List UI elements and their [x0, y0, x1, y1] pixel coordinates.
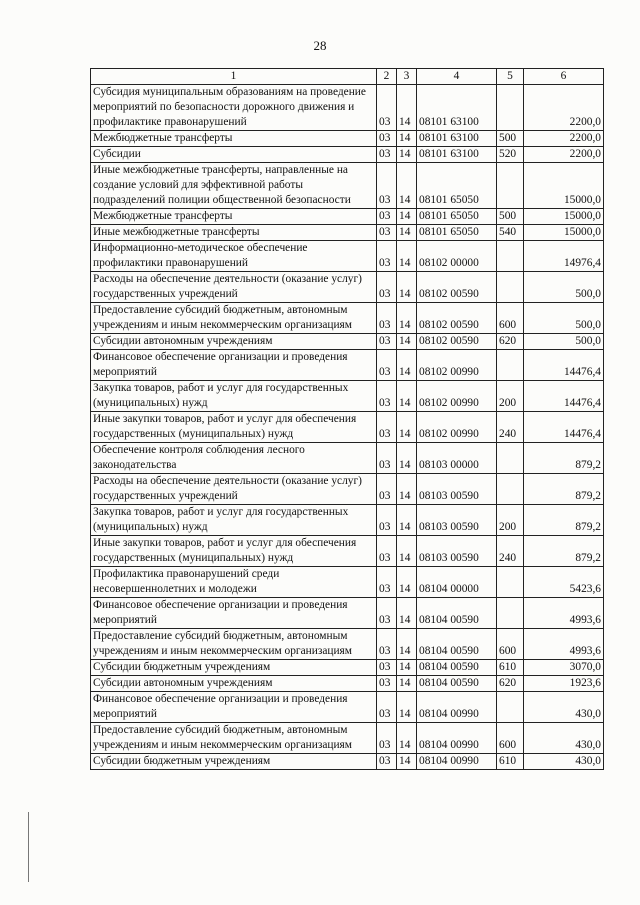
- row-target-article-cell: 08104 00590: [417, 676, 497, 692]
- row-subsection-cell: 14: [397, 85, 417, 131]
- table-row: [91, 692, 604, 723]
- table-row: [91, 131, 604, 147]
- header-cell-3: 3: [397, 69, 417, 85]
- row-amount-cell: 430,0: [524, 692, 604, 723]
- table-row: [91, 754, 604, 770]
- row-section-cell: 03: [377, 209, 397, 225]
- left-margin-line: [28, 812, 29, 882]
- row-subsection-cell: 14: [397, 163, 417, 209]
- row-name-cell: Профилактика правонарушений среди несовершеннолетних и молодежи: [91, 567, 377, 598]
- table-row: [91, 241, 604, 272]
- row-amount-cell: 14976,4: [524, 241, 604, 272]
- row-expense-type-cell: [497, 272, 524, 303]
- row-section-cell: 03: [377, 567, 397, 598]
- row-name-cell: Субсидия муниципальным образованиям на проведение мероприятий по безопасности дорожного движения и профилактике правонарушений: [91, 85, 377, 131]
- row-section-cell: 03: [377, 225, 397, 241]
- row-target-article-cell: 08104 00000: [417, 567, 497, 598]
- row-subsection-cell: 14: [397, 567, 417, 598]
- row-target-article-cell: 08104 00990: [417, 692, 497, 723]
- row-amount-cell: 879,2: [524, 443, 604, 474]
- table-row: [91, 629, 604, 660]
- row-target-article-cell: 08101 63100: [417, 147, 497, 163]
- row-amount-cell: 2200,0: [524, 131, 604, 147]
- row-subsection-cell: 14: [397, 381, 417, 412]
- row-section-cell: 03: [377, 163, 397, 209]
- row-subsection-cell: 14: [397, 692, 417, 723]
- row-target-article-cell: 08101 65050: [417, 225, 497, 241]
- row-name-cell: Иные закупки товаров, работ и услуг для обеспечения государственных (муниципальных) нужд: [91, 536, 377, 567]
- row-amount-cell: 15000,0: [524, 225, 604, 241]
- row-amount-cell: 1923,6: [524, 676, 604, 692]
- row-name-cell: Предоставление субсидий бюджетным, автономным учреждениям и иным некоммерческим организациям: [91, 723, 377, 754]
- table-row: [91, 334, 604, 350]
- table-row: [91, 303, 604, 334]
- row-expense-type-cell: [497, 567, 524, 598]
- row-subsection-cell: 14: [397, 412, 417, 443]
- row-expense-type-cell: 200: [497, 381, 524, 412]
- table-row: [91, 272, 604, 303]
- row-subsection-cell: 14: [397, 131, 417, 147]
- row-name-cell: Информационно-методическое обеспечение профилактики правонарушений: [91, 241, 377, 272]
- row-expense-type-cell: 500: [497, 131, 524, 147]
- row-amount-cell: 2200,0: [524, 85, 604, 131]
- row-amount-cell: 5423,6: [524, 567, 604, 598]
- row-expense-type-cell: [497, 474, 524, 505]
- row-expense-type-cell: 240: [497, 536, 524, 567]
- row-name-cell: Иные межбюджетные трансферты, направленные на создание условий для эффективной работы подразделений полиции общественной безопасности: [91, 163, 377, 209]
- row-name-cell: Расходы на обеспечение деятельности (оказание услуг) государственных учреждений: [91, 474, 377, 505]
- row-expense-type-cell: [497, 163, 524, 209]
- row-section-cell: 03: [377, 676, 397, 692]
- row-expense-type-cell: [497, 85, 524, 131]
- row-amount-cell: 2200,0: [524, 147, 604, 163]
- table-row: [91, 147, 604, 163]
- header-cell-6: 6: [524, 69, 604, 85]
- row-amount-cell: 879,2: [524, 505, 604, 536]
- row-target-article-cell: 08104 00590: [417, 598, 497, 629]
- row-target-article-cell: 08102 00590: [417, 272, 497, 303]
- row-target-article-cell: 08102 00990: [417, 412, 497, 443]
- row-section-cell: 03: [377, 241, 397, 272]
- row-subsection-cell: 14: [397, 474, 417, 505]
- header-cell-4: 4: [417, 69, 497, 85]
- row-name-cell: Субсидии автономным учреждениям: [91, 334, 377, 350]
- row-amount-cell: 430,0: [524, 754, 604, 770]
- row-expense-type-cell: [497, 350, 524, 381]
- row-section-cell: 03: [377, 536, 397, 567]
- row-target-article-cell: 08102 00000: [417, 241, 497, 272]
- row-name-cell: Предоставление субсидий бюджетным, автономным учреждениям и иным некоммерческим организациям: [91, 303, 377, 334]
- row-expense-type-cell: 600: [497, 629, 524, 660]
- table-row: [91, 350, 604, 381]
- row-subsection-cell: 14: [397, 629, 417, 660]
- row-name-cell: Иные межбюджетные трансферты: [91, 225, 377, 241]
- row-expense-type-cell: 600: [497, 303, 524, 334]
- row-name-cell: Закупка товаров, работ и услуг для государственных (муниципальных) нужд: [91, 505, 377, 536]
- row-target-article-cell: 08101 63100: [417, 131, 497, 147]
- row-name-cell: Иные закупки товаров, работ и услуг для обеспечения государственных (муниципальных) нужд: [91, 412, 377, 443]
- row-expense-type-cell: 540: [497, 225, 524, 241]
- row-target-article-cell: 08102 00590: [417, 334, 497, 350]
- row-target-article-cell: 08103 00590: [417, 505, 497, 536]
- row-name-cell: Межбюджетные трансферты: [91, 131, 377, 147]
- table-row: [91, 163, 604, 209]
- row-expense-type-cell: 620: [497, 676, 524, 692]
- row-name-cell: Финансовое обеспечение организации и проведения мероприятий: [91, 350, 377, 381]
- header-cell-2: 2: [377, 69, 397, 85]
- row-amount-cell: 879,2: [524, 536, 604, 567]
- row-subsection-cell: 14: [397, 723, 417, 754]
- row-section-cell: 03: [377, 85, 397, 131]
- row-target-article-cell: 08104 00590: [417, 660, 497, 676]
- row-expense-type-cell: 200: [497, 505, 524, 536]
- row-section-cell: 03: [377, 412, 397, 443]
- row-expense-type-cell: 620: [497, 334, 524, 350]
- row-target-article-cell: 08102 00990: [417, 381, 497, 412]
- table-row: [91, 505, 604, 536]
- row-amount-cell: 15000,0: [524, 163, 604, 209]
- row-expense-type-cell: [497, 241, 524, 272]
- row-amount-cell: 3070,0: [524, 660, 604, 676]
- row-section-cell: 03: [377, 303, 397, 334]
- row-amount-cell: 14476,4: [524, 412, 604, 443]
- row-expense-type-cell: [497, 443, 524, 474]
- row-subsection-cell: 14: [397, 334, 417, 350]
- row-section-cell: 03: [377, 443, 397, 474]
- row-expense-type-cell: 500: [497, 209, 524, 225]
- row-amount-cell: 4993,6: [524, 598, 604, 629]
- row-target-article-cell: 08103 00000: [417, 443, 497, 474]
- table-row: [91, 209, 604, 225]
- row-section-cell: 03: [377, 147, 397, 163]
- row-name-cell: Обеспечение контроля соблюдения лесного законодательства: [91, 443, 377, 474]
- row-section-cell: 03: [377, 598, 397, 629]
- header-cell-1: 1: [91, 69, 377, 85]
- row-subsection-cell: 14: [397, 754, 417, 770]
- row-section-cell: 03: [377, 505, 397, 536]
- row-section-cell: 03: [377, 660, 397, 676]
- budget-table: [90, 68, 604, 770]
- row-expense-type-cell: 610: [497, 660, 524, 676]
- row-expense-type-cell: 240: [497, 412, 524, 443]
- row-subsection-cell: 14: [397, 350, 417, 381]
- row-section-cell: 03: [377, 723, 397, 754]
- row-amount-cell: 500,0: [524, 272, 604, 303]
- row-section-cell: 03: [377, 350, 397, 381]
- row-target-article-cell: 08104 00590: [417, 629, 497, 660]
- row-name-cell: Финансовое обеспечение организации и проведения мероприятий: [91, 598, 377, 629]
- row-amount-cell: 4993,6: [524, 629, 604, 660]
- row-name-cell: Субсидии бюджетным учреждениям: [91, 754, 377, 770]
- page-number: 28: [313, 38, 327, 53]
- row-section-cell: 03: [377, 272, 397, 303]
- row-section-cell: 03: [377, 131, 397, 147]
- row-name-cell: Субсидии бюджетным учреждениям: [91, 660, 377, 676]
- row-name-cell: Межбюджетные трансферты: [91, 209, 377, 225]
- row-subsection-cell: 14: [397, 676, 417, 692]
- row-target-article-cell: 08102 00990: [417, 350, 497, 381]
- row-target-article-cell: 08101 65050: [417, 209, 497, 225]
- row-target-article-cell: 08103 00590: [417, 536, 497, 567]
- row-target-article-cell: 08102 00590: [417, 303, 497, 334]
- row-expense-type-cell: [497, 598, 524, 629]
- row-subsection-cell: 14: [397, 272, 417, 303]
- table-row: [91, 567, 604, 598]
- row-name-cell: Субсидии: [91, 147, 377, 163]
- row-section-cell: 03: [377, 474, 397, 505]
- row-amount-cell: 500,0: [524, 334, 604, 350]
- row-amount-cell: 14476,4: [524, 381, 604, 412]
- row-subsection-cell: 14: [397, 209, 417, 225]
- row-subsection-cell: 14: [397, 225, 417, 241]
- row-section-cell: 03: [377, 381, 397, 412]
- row-subsection-cell: 14: [397, 241, 417, 272]
- table-row: [91, 225, 604, 241]
- row-subsection-cell: 14: [397, 660, 417, 676]
- row-name-cell: Расходы на обеспечение деятельности (оказание услуг) государственных учреждений: [91, 272, 377, 303]
- row-subsection-cell: 14: [397, 303, 417, 334]
- header-cell-5: 5: [497, 69, 524, 85]
- table-row: [91, 660, 604, 676]
- row-target-article-cell: 08101 65050: [417, 163, 497, 209]
- header-row: [91, 69, 604, 85]
- row-amount-cell: 14476,4: [524, 350, 604, 381]
- row-section-cell: 03: [377, 334, 397, 350]
- row-subsection-cell: 14: [397, 505, 417, 536]
- table-row: [91, 412, 604, 443]
- row-target-article-cell: 08104 00990: [417, 754, 497, 770]
- row-expense-type-cell: [497, 692, 524, 723]
- row-subsection-cell: 14: [397, 536, 417, 567]
- table-row: [91, 536, 604, 567]
- table-row: [91, 676, 604, 692]
- row-name-cell: Предоставление субсидий бюджетным, автономным учреждениям и иным некоммерческим организациям: [91, 629, 377, 660]
- row-expense-type-cell: 600: [497, 723, 524, 754]
- row-name-cell: Закупка товаров, работ и услуг для государственных (муниципальных) нужд: [91, 381, 377, 412]
- row-subsection-cell: 14: [397, 147, 417, 163]
- row-section-cell: 03: [377, 692, 397, 723]
- row-expense-type-cell: 610: [497, 754, 524, 770]
- row-subsection-cell: 14: [397, 443, 417, 474]
- table-row: [91, 598, 604, 629]
- row-name-cell: Субсидии автономным учреждениям: [91, 676, 377, 692]
- row-subsection-cell: 14: [397, 598, 417, 629]
- row-amount-cell: 500,0: [524, 303, 604, 334]
- table-row: [91, 381, 604, 412]
- row-section-cell: 03: [377, 754, 397, 770]
- row-name-cell: Финансовое обеспечение организации и проведения мероприятий: [91, 692, 377, 723]
- row-amount-cell: 879,2: [524, 474, 604, 505]
- row-expense-type-cell: 520: [497, 147, 524, 163]
- table-row: [91, 723, 604, 754]
- row-section-cell: 03: [377, 629, 397, 660]
- table-row: [91, 474, 604, 505]
- table-row: [91, 443, 604, 474]
- row-amount-cell: 15000,0: [524, 209, 604, 225]
- table-row: [91, 85, 604, 131]
- row-amount-cell: 430,0: [524, 723, 604, 754]
- row-target-article-cell: 08101 63100: [417, 85, 497, 131]
- row-target-article-cell: 08103 00590: [417, 474, 497, 505]
- row-target-article-cell: 08104 00990: [417, 723, 497, 754]
